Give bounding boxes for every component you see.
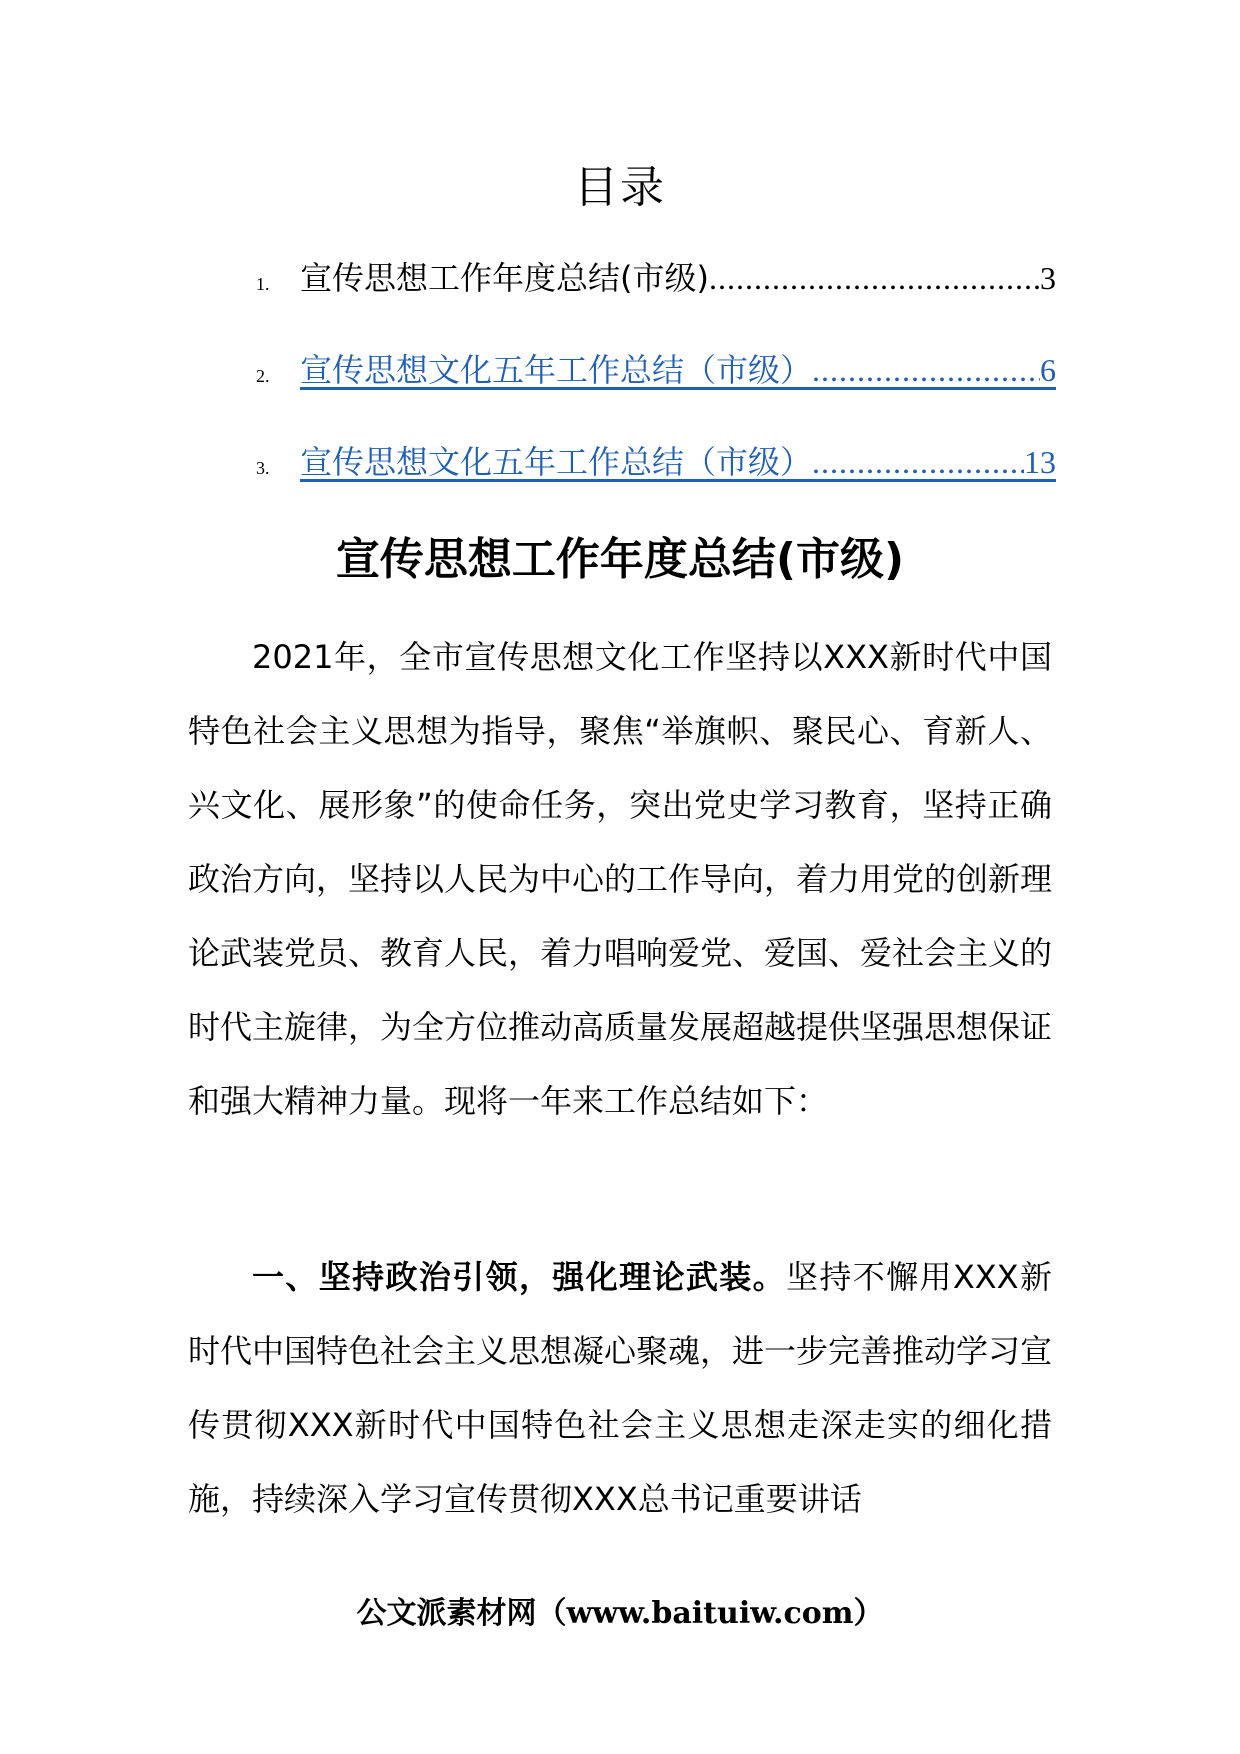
toc-entry-text: 宣传思想工作年度总结(市级) [300,259,709,297]
body-paragraph-intro: 2021年，全市宣传思想文化工作坚持以XXX新时代中国特色社会主义思想为指导，聚焦“举旗帜、聚民心、育新人、兴文化、展形象”的使命任务，突出党史学习教育，坚持正确政治方向，坚持以人民为中心的工作导向，着力用党的创新理论武装党员、教育人民，着力唱响爱党、爱国、爱社会主义的时代主旋律，为全方位推动高质量发展超越提供坚强思想保证和强大精神力量。现将一年来工作总结如下： [188,638,1053,1120]
section-heading-inline: 一、坚持政治引领，强化理论武装。 [252,1258,786,1296]
document-title: 宣传思想工作年度总结(市级) [335,534,905,585]
table-of-contents [256,252,1056,528]
page-footer: 公文派素材网（www.baituiw.com） [356,1596,884,1631]
toc-entry-number: 1. [256,274,270,294]
toc-entry-link[interactable] [300,252,1056,304]
toc-leader-dots[interactable] [812,344,1040,396]
toc-entry-page: 3 [1040,260,1056,296]
toc-entry-number: 3. [256,458,270,478]
body-paragraph-section-1 [188,1240,1052,1536]
toc-entry-page[interactable]: 13 [1024,444,1056,480]
toc-entry-2[interactable] [256,344,1056,436]
toc-entry-text[interactable]: 宣传思想文化五年工作总结（市级） [300,443,813,481]
toc-entry-page[interactable]: 6 [1040,352,1056,388]
toc-entry-text[interactable]: 宣传思想文化五年工作总结（市级） [300,351,813,389]
toc-leader-dots[interactable] [812,436,1024,488]
toc-leader-dots [709,252,1040,304]
toc-entry-1[interactable] [256,252,1056,344]
toc-entry-link[interactable] [300,344,1056,396]
toc-entry-link[interactable] [300,436,1056,488]
toc-entry-3[interactable] [256,436,1056,528]
toc-title: 目录 [574,162,666,213]
toc-entry-number: 2. [256,366,270,386]
section-body-text: 坚持不懈用XXX新时代中国特色社会主义思想凝心聚魂，进一步完善推动学习宣传贯彻XXX新时代中国特色社会主义思想走深走实的细化措施，持续深入学习宣传贯彻XXX总书记重要讲话 [188,1258,1053,1518]
